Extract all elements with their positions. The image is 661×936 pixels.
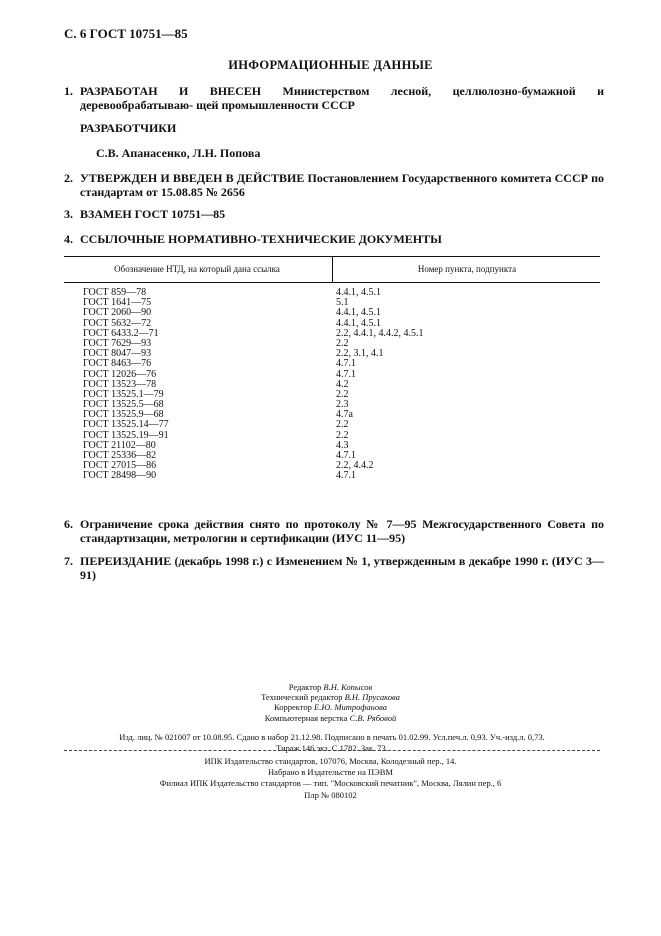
credit-corrector <box>0 702 661 712</box>
section-text: Постановлением Государственного комитета СССР по стандартам от 15.08.85 № 2656 <box>80 171 605 199</box>
table-cell-clause: 2.2 <box>336 337 349 349</box>
table-cell-clause: 4.4.1, 4.5.1 <box>336 307 381 319</box>
table-cell-document: ГОСТ 13525.9—68 <box>83 409 164 421</box>
credit-layout <box>0 713 661 723</box>
publisher-line-2: Набрано в Издательстве на ПЭВМ <box>268 767 393 778</box>
developers-names: С.В. Апанасенко, Л.Н. Попова <box>96 146 261 160</box>
table-cell-document: ГОСТ 25336—82 <box>83 450 157 461</box>
credit-name: В.Н. Копысов <box>323 682 373 692</box>
table-cell-document: ГОСТ 13523—78 <box>83 378 157 390</box>
table-row <box>64 359 600 369</box>
section-4 <box>64 232 604 246</box>
page-title: ИНФОРМАЦИОННЫЕ ДАННЫЕ <box>228 58 433 72</box>
section-lead: ССЫЛОЧНЫЕ НОРМАТИВНО-ТЕХНИЧЕСКИЕ ДОКУМЕНТЫ <box>80 232 442 246</box>
table-cell-clause: 4.2 <box>336 378 349 390</box>
publisher-line-4: Плр № 080102 <box>304 789 357 800</box>
section-number: 3. <box>64 207 73 221</box>
section-lead: РАЗРАБОТАН И ВНЕСЕН <box>80 84 262 98</box>
section-number: 6. <box>64 517 73 531</box>
table-header-document: Обозначение НТД, на который дана ссылка <box>114 264 280 274</box>
section-number: 2. <box>64 171 73 185</box>
table-cell-clause: 4.3 <box>336 439 349 451</box>
section-2 <box>64 171 604 199</box>
table-cell-document: ГОСТ 13525.1—79 <box>83 388 164 400</box>
table-cell-document: ГОСТ 13525.19—91 <box>83 429 169 441</box>
credit-role: Технический редактор <box>261 692 345 703</box>
table-cell-clause: 2.2, 4.4.1, 4.4.2, 4.5.1 <box>336 327 424 339</box>
table-cell-document: ГОСТ 1641—75 <box>83 297 152 309</box>
table-cell-clause: 4.4.1, 4.5.1 <box>336 287 381 298</box>
table-cell-clause: 2.2 <box>336 388 349 400</box>
table-header-rule <box>64 282 600 283</box>
table-cell-clause: 2.2 <box>336 429 349 441</box>
table-cell-clause: 4.4.1, 4.5.1 <box>336 317 381 329</box>
table-cell-clause: 4.7а <box>336 409 353 421</box>
credit-name: С.В. Рябовой <box>349 712 397 723</box>
section-number: 1. <box>64 84 73 98</box>
section-3 <box>64 207 604 221</box>
table-column-divider <box>332 257 333 282</box>
publisher-line-3: Филиал ИПК Издательство стандартов — тип. "Московский печатник", Москва, Лялин пер., 6 <box>159 778 502 789</box>
table-cell-document: ГОСТ 13525.14—77 <box>83 419 169 431</box>
table-cell-document: ГОСТ 12026—76 <box>83 368 157 380</box>
section-1 <box>64 84 604 112</box>
editorial-credits <box>0 682 661 723</box>
table-cell-clause: 4.7.1 <box>336 358 356 370</box>
table-body <box>64 288 600 482</box>
credit-role: Редактор <box>288 682 324 692</box>
section-text: (декабрь 1998 г.) с Изменением № 1, утвержденным в декабре 1990 г. (ИУС 3—91) <box>80 554 604 582</box>
table-cell-document: ГОСТ 21102—80 <box>83 439 156 451</box>
table-cell-clause: 4.7.1 <box>336 368 356 380</box>
table-header-clause: Номер пункта, подпункта <box>417 264 517 274</box>
credit-name: В.Н. Прусакова <box>344 692 400 703</box>
credit-role: Корректор <box>274 702 315 713</box>
section-6 <box>64 517 604 545</box>
table-cell-clause: 2.3 <box>336 399 349 411</box>
table-cell-clause: 2.2, 4.4.2 <box>336 460 374 472</box>
section-text: Ограничение срока действия снято по протоколу № 7—95 Межгосударственного Совета по стандартизации, метрологии и сертификации (ИУС 11—95) <box>80 517 604 545</box>
table-cell-document: ГОСТ 859—78 <box>83 287 147 298</box>
publisher-line-1: ИПК Издательство стандартов, 107076, Москва, Колодезный пер., 14. <box>204 756 457 766</box>
imprint-divider <box>64 750 600 751</box>
table-row <box>64 471 600 481</box>
table-cell-document: ГОСТ 27015—86 <box>83 460 157 472</box>
credit-role: Компьютерная верстка <box>264 712 350 723</box>
imprint-line-2: Тираж 146 экз. С 1782. Зак. 73. <box>276 743 388 753</box>
table-cell-clause: 4.7.1 <box>336 470 356 482</box>
section-number: 7. <box>64 554 73 568</box>
section-lead: ПЕРЕИЗДАНИЕ <box>80 554 172 568</box>
reference-table <box>64 256 600 482</box>
table-cell-document: ГОСТ 6433.2—71 <box>83 327 159 339</box>
table-cell-document: ГОСТ 28498—90 <box>83 470 157 482</box>
table-cell-document: ГОСТ 8047—93 <box>83 348 152 360</box>
table-cell-document: ГОСТ 8463—76 <box>83 358 152 370</box>
credit-tech-editor <box>0 692 661 702</box>
section-number: 4. <box>64 232 73 246</box>
developers-title: РАЗРАБОТЧИКИ <box>80 121 177 135</box>
table-cell-document: ГОСТ 2060—90 <box>83 307 152 319</box>
table-cell-document: ГОСТ 7629—93 <box>83 337 152 349</box>
table-cell-clause: 2.2, 3.1, 4.1 <box>336 348 384 360</box>
table-cell-clause: 2.2 <box>336 419 349 431</box>
table-cell-document: ГОСТ 5632—72 <box>83 317 152 329</box>
page-header: С. 6 ГОСТ 10751—85 <box>64 26 188 41</box>
table-cell-document: ГОСТ 13525.5—68 <box>83 399 164 411</box>
section-text: Министерством лесной, целлюлозно-бумажной и деревообрабатываю- щей промышленности СССР <box>80 84 604 112</box>
table-cell-clause: 5.1 <box>336 297 349 309</box>
publisher-info <box>0 756 661 801</box>
table-header <box>64 257 600 282</box>
section-7 <box>64 554 604 582</box>
section-lead: УТВЕРЖДЕН И ВВЕДЕН В ДЕЙСТВИЕ <box>80 171 305 185</box>
section-lead: ВЗАМЕН ГОСТ 10751—85 <box>80 207 226 221</box>
credit-name: Е.Ю. Митрофанова <box>314 702 387 713</box>
imprint-line-1: Изд. лиц. № 021007 от 10.08.95. Сдано в набор 21.12.98. Подписано в печать 01.02.99. Усл.печ.л. 0,93. Уч.-изд.л. 0,73. <box>119 732 545 742</box>
credit-editor <box>0 682 661 692</box>
table-cell-clause: 4.7.1 <box>336 450 356 461</box>
